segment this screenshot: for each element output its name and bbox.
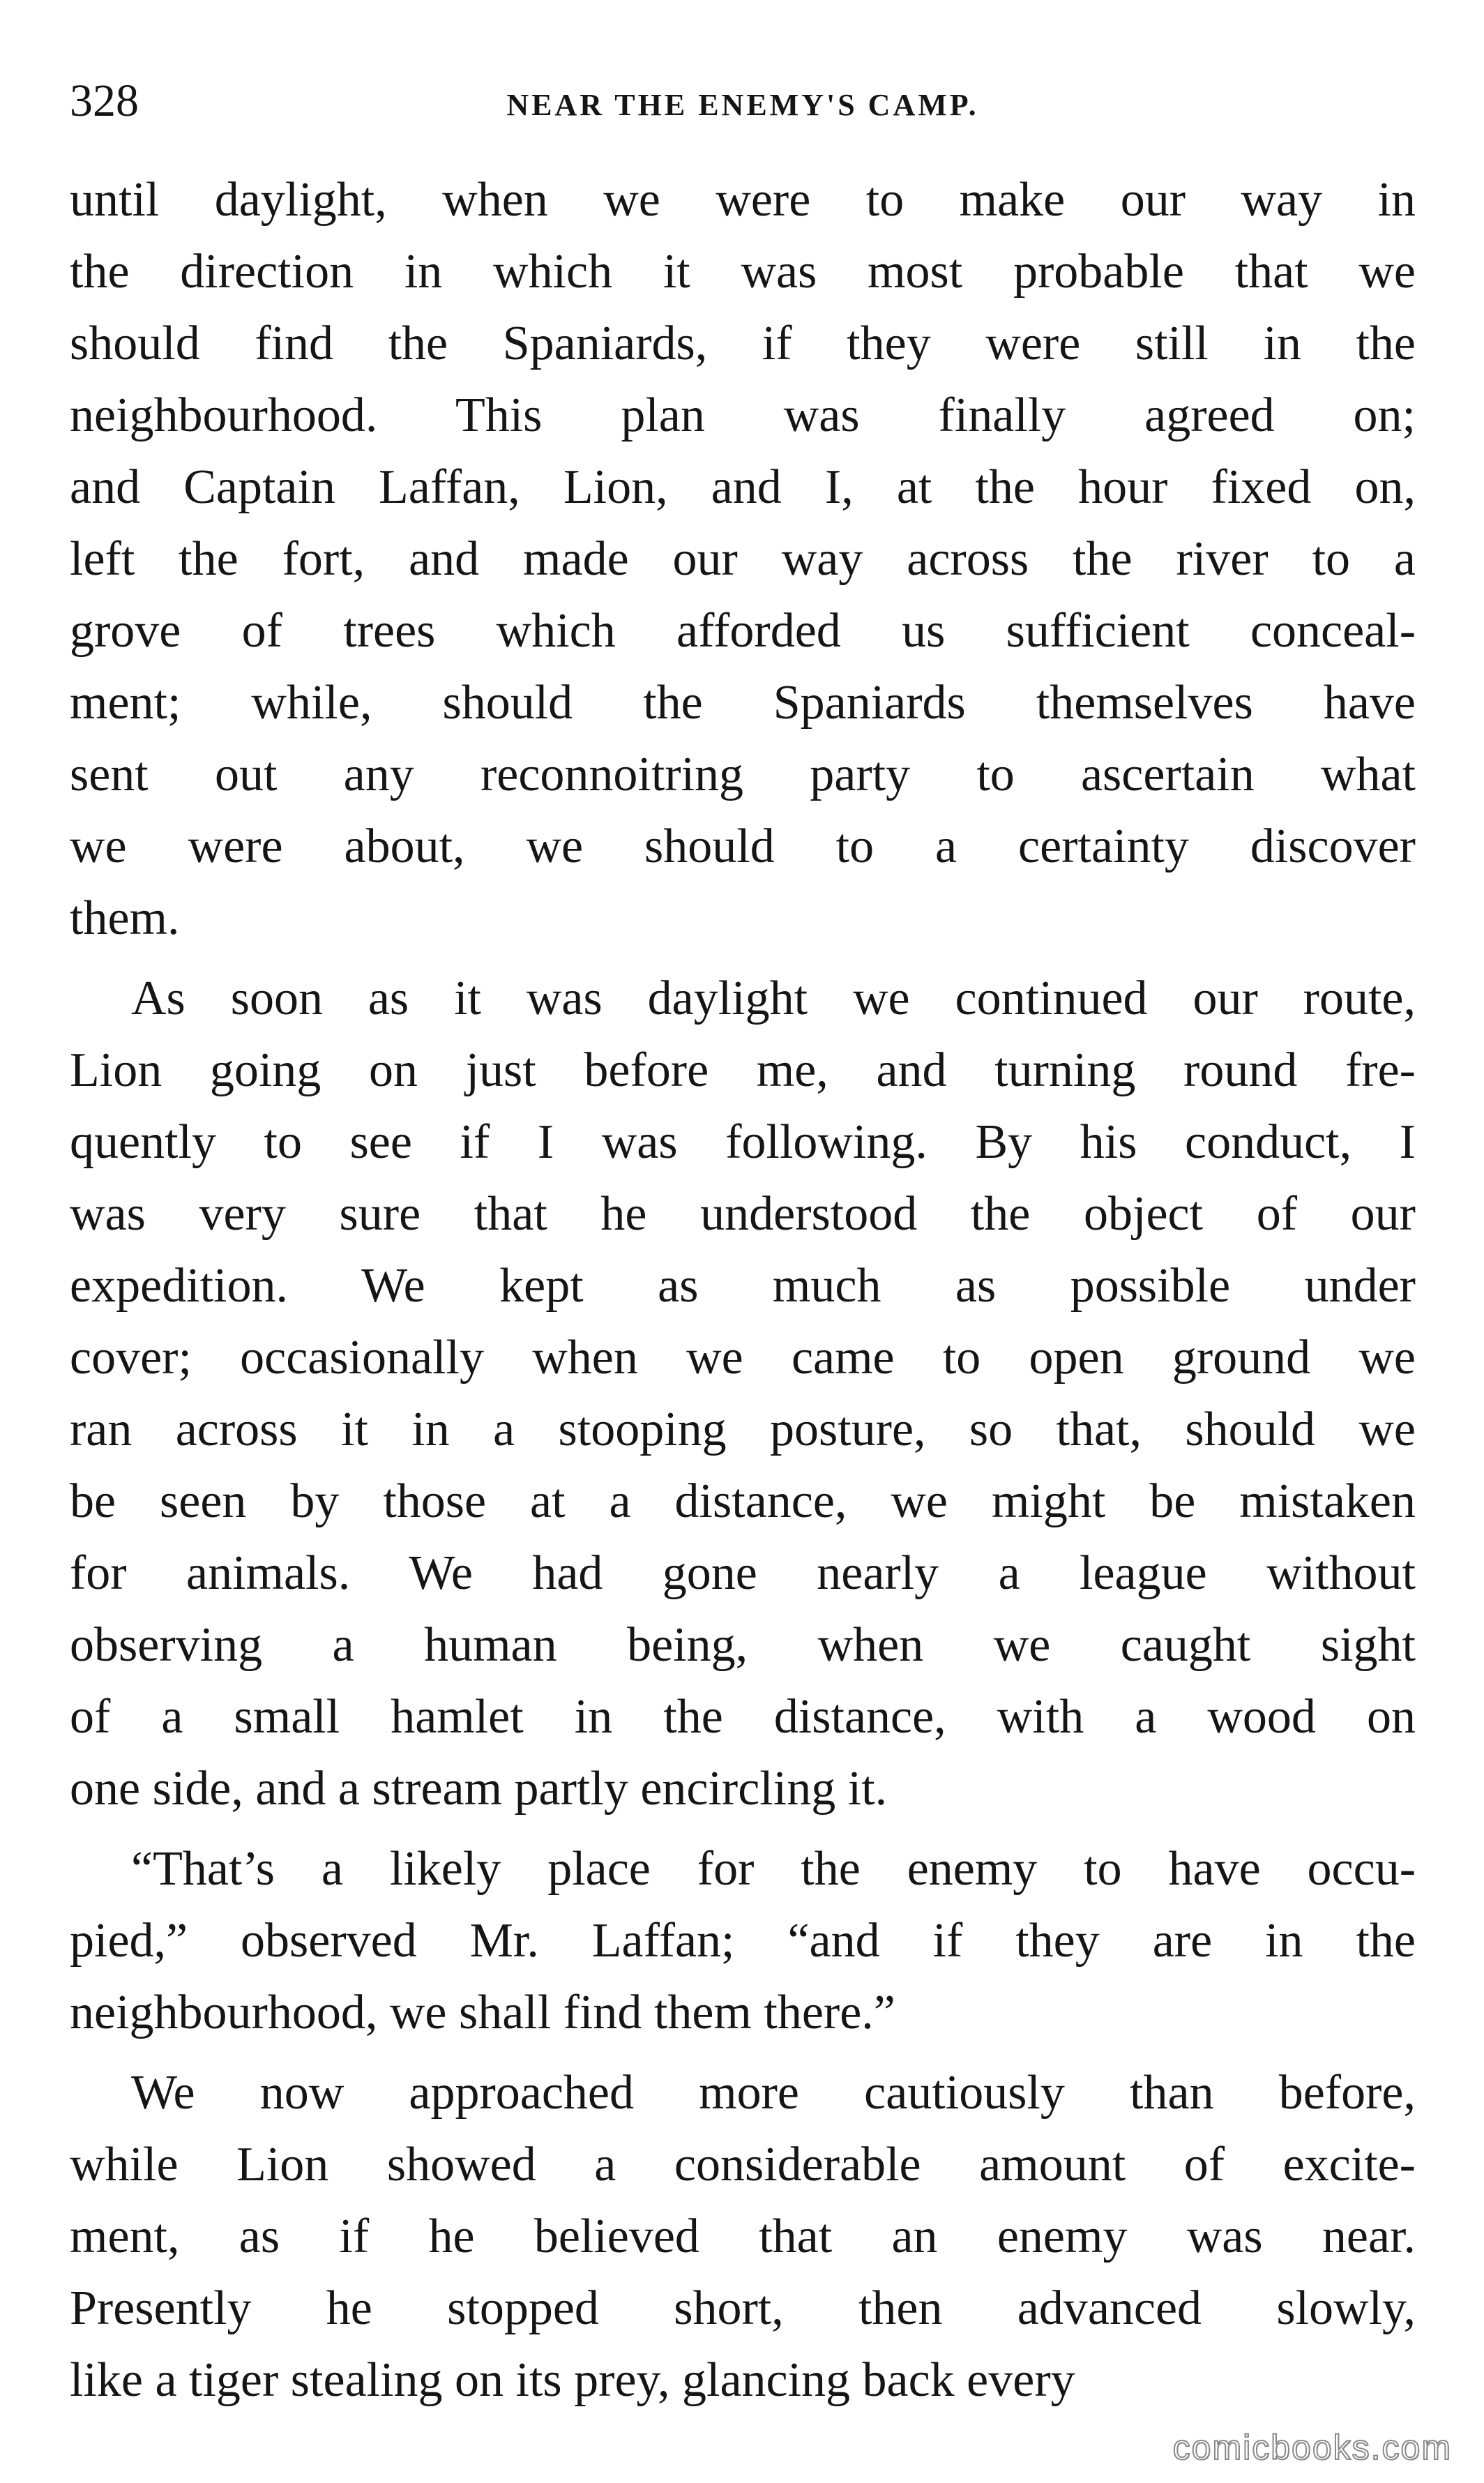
- page-number: 328: [70, 75, 139, 126]
- text-line: should find the Spaniards, if they were still in the: [70, 317, 1416, 370]
- text-line: until daylight, when we were to make our way in: [70, 173, 1416, 227]
- text-line: Lion going on just before me, and turning round fre-: [70, 1043, 1416, 1097]
- page-header: [70, 70, 1416, 133]
- text-line: As soon as it was daylight we continued our route,: [131, 972, 1416, 1025]
- text-line: neighbourhood. This plan was finally agreed on;: [70, 388, 1416, 442]
- text-line: be seen by those at a distance, we might be mistaken: [70, 1474, 1416, 1528]
- text-line: we were about, we should to a certainty discover: [70, 820, 1416, 873]
- text-line: observing a human being, when we caught sight: [70, 1618, 1416, 1672]
- text-line: while Lion showed a considerable amount of excite-: [70, 2138, 1416, 2191]
- text-line: was very sure that he understood the object of our: [70, 1187, 1416, 1241]
- watermark: comicbooks.com: [1172, 2428, 1452, 2467]
- paragraph: [70, 1833, 1416, 2048]
- text-line: sent out any reconnoitring party to ascertain what: [70, 748, 1416, 801]
- text-line: grove of trees which afforded us sufficient conceal-: [70, 604, 1416, 658]
- text-line: quently to see if I was following. By his conduct, I: [70, 1115, 1416, 1169]
- text-line: pied,” observed Mr. Laffan; “and if they are in the: [70, 1914, 1416, 1968]
- text-line: the direction in which it was most probable that we: [70, 245, 1416, 299]
- text-line: one side, and a stream partly encircling it.: [70, 1762, 888, 1816]
- paragraph: [70, 2057, 1416, 2416]
- text-line: left the fort, and made our way across the river to a: [70, 532, 1416, 586]
- text-line: expedition. We kept as much as possible under: [70, 1259, 1416, 1313]
- paragraph: [70, 963, 1416, 1825]
- text-line: ment, as if he believed that an enemy was near.: [70, 2210, 1416, 2263]
- text-line: like a tiger stealing on its prey, glancing back every: [70, 2353, 1075, 2407]
- text-line: for animals. We had gone nearly a league without: [70, 1546, 1416, 1600]
- paragraph: [70, 164, 1416, 954]
- text-line: cover; occasionally when we came to open ground we: [70, 1331, 1416, 1384]
- text-line: them.: [70, 891, 180, 945]
- text-line: We now approached more cautiously than before,: [131, 2066, 1416, 2120]
- text-line: “That’s a likely place for the enemy to have occu-: [131, 1842, 1416, 1896]
- text-line: ran across it in a stooping posture, so that, should we: [70, 1403, 1416, 1456]
- running-head: NEAR THE ENEMY'S CAMP.: [506, 88, 979, 122]
- body-text: [70, 164, 1416, 2416]
- text-line: and Captain Laffan, Lion, and I, at the hour fixed on,: [70, 460, 1416, 514]
- text-line: neighbourhood, we shall find them there.”: [70, 1986, 895, 2039]
- text-line: ment; while, should the Spaniards themselves have: [70, 676, 1416, 730]
- text-line: Presently he stopped short, then advanced slowly,: [70, 2281, 1416, 2335]
- text-line: of a small hamlet in the distance, with a wood on: [70, 1690, 1416, 1744]
